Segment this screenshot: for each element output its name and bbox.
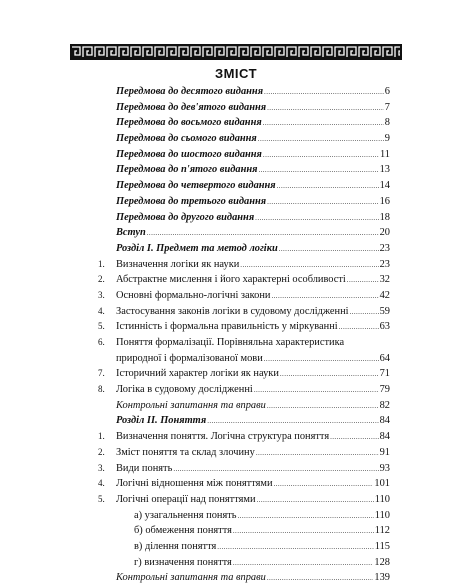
toc-entry-label: в) ділення поняття [134,540,217,552]
toc-entry-label: Контрольні запитання та вправи [116,399,266,411]
toc-entry-number: 3. [98,462,105,473]
toc-leader-dots [240,258,378,274]
toc-entry-page: 7 [384,101,390,113]
toc-entry-page: 110 [374,509,390,521]
toc-leader-dots [347,273,379,289]
toc-entry-label: б) обмеження поняття [134,525,232,537]
toc-entry[interactable] [98,398,390,414]
toc-entry-number: 7. [98,368,105,379]
toc-leader-dots [263,116,384,132]
toc-entry-page: 82 [379,399,390,411]
toc-entry[interactable] [98,304,390,320]
toc-entry-label: Контрольні запитання та вправи [116,572,266,584]
toc-entry-page: 59 [379,305,390,317]
toc-entry-page: 13 [379,164,390,176]
toc-entry[interactable] [98,413,390,429]
toc-entry[interactable] [98,194,390,210]
toc-entry[interactable] [98,272,390,288]
toc-entry-label: Логічні відношення між поняттями [116,478,273,490]
toc-entry-number: 4. [98,305,105,316]
toc-entry-label: Поняття формалізації. Порівняльна характеристика [116,337,345,348]
toc-leader-dots [267,195,379,211]
toc-entry-number: 6. [98,337,105,347]
toc-entry[interactable] [98,382,390,398]
toc-entry-label: Передмова до четвертого видання [116,180,276,192]
toc-entry-label: г) визначення поняття [134,556,232,568]
toc-entry[interactable] [98,366,390,382]
toc-leader-dots [238,509,374,525]
toc-entry-page: 110 [374,493,390,505]
toc-leader-dots [264,352,379,368]
toc-entry-label: Види понять [116,462,173,474]
toc-entry-number: 5. [98,321,105,332]
toc-entry-page: 101 [374,478,390,490]
toc-entry-page: 32 [379,274,390,286]
toc-entry-page: 23 [379,242,390,254]
toc-entry-page: 71 [379,368,390,380]
toc-entry-page: 20 [379,227,390,239]
toc-entry[interactable] [98,225,390,241]
toc-entry-label: природної і формалізованої мови [116,352,263,364]
toc-entry[interactable] [98,131,390,147]
toc-entry-label: а) узагальнення понять [134,509,237,521]
toc-leader-dots [267,101,384,117]
toc-entry-label: Передмова до дев'ятого видання [116,101,267,113]
toc-leader-dots [233,524,374,540]
toc-entry-label: Розділ І. Предмет та метод логіки [116,242,278,254]
toc-entry-number: 4. [98,478,105,489]
toc-leader-dots [272,289,379,305]
toc-entry-label: Істинність і формальна правильність у міркуванні [116,321,338,333]
toc-entry-label: Розділ ІІ. Поняття [116,415,207,427]
toc-leader-dots [274,477,374,493]
toc-entry-page: 112 [374,525,390,537]
toc-entry[interactable] [98,288,390,304]
toc-entry-label: Вступ [116,227,146,239]
toc-entry[interactable] [98,570,390,586]
toc-leader-dots [254,383,379,399]
toc-entry[interactable] [98,241,390,257]
toc-entry-page: 8 [384,117,390,129]
toc-entry-label: Передмова до сьомого видання [116,133,257,145]
toc-entry-page: 63 [379,321,390,333]
toc-leader-dots [257,493,374,509]
toc-leader-dots [263,148,379,164]
toc-leader-dots [217,540,374,556]
toc-entry[interactable] [98,492,390,508]
toc-entry-label: Логіка в судовому дослідженні [116,384,253,396]
toc-entry-label: Історичний характер логіки як науки [116,368,279,380]
toc-entry-number: 3. [98,289,105,300]
toc-leader-dots [256,446,379,462]
toc-entry[interactable] [98,319,390,335]
toc-entry-page: 115 [374,540,390,552]
toc-leader-dots [264,85,384,101]
toc-leader-dots [147,226,379,242]
toc-entry[interactable] [98,351,390,367]
toc-entry-page: 91 [379,446,390,458]
toc-entry-label: Передмова до другого видання [116,211,255,223]
toc-entry-page: 11 [379,148,390,160]
toc-leader-dots [330,430,379,446]
toc-leader-dots [267,571,374,587]
toc-leader-dots [277,179,379,195]
toc-entry[interactable] [98,178,390,194]
toc-entry[interactable] [98,476,390,492]
toc-entry-label: Основні формально-логічні закони [116,289,271,301]
toc-entry-label: Визначення поняття. Логічна структура поняття [116,431,330,443]
toc-entry-number: 1. [98,258,105,269]
toc-entry-page: 6 [384,86,390,97]
toc-entry-number: 8. [98,384,105,395]
toc-leader-dots [255,211,378,227]
toc-leader-dots [207,414,378,430]
toc-entry[interactable] [98,147,390,163]
toc-leader-dots [350,305,379,321]
toc-entry-page: 14 [379,180,390,192]
toc-entry-label: Логічні операції над поняттями [116,493,256,505]
toc-entry[interactable] [98,461,390,477]
toc-entry[interactable] [98,100,390,116]
toc-leader-dots [279,242,379,258]
toc-leader-dots [258,132,384,148]
toc-entry-page: 84 [379,431,390,443]
toc-entry[interactable] [98,162,390,178]
toc-leader-dots [280,367,379,383]
toc-entry-page: 9 [384,133,390,145]
toc-entry-number: 2. [98,274,105,285]
toc-entry-label: Абстрактне мислення і його характерні особливості [116,274,346,286]
toc-entry-page: 64 [379,352,390,364]
toc-entry[interactable] [98,523,390,539]
toc-leader-dots [233,556,374,572]
toc-entry-label: Застосування законів логіки в судовому дослідженні [116,305,349,317]
toc-entry[interactable] [98,257,390,273]
toc-entry-page: 79 [379,384,390,396]
toc-leader-dots [267,399,379,415]
toc-entry-page: 18 [379,211,390,223]
toc-entry[interactable] [98,539,390,555]
toc-entry-label: Передмова до восьмого видання [116,117,262,129]
toc-entry-label: Передмова до десятого видання [116,86,264,97]
toc-entry-page: 128 [374,556,390,568]
table-of-contents [98,84,390,586]
toc-leader-dots [339,320,379,336]
toc-entry[interactable] [98,210,390,226]
toc-leader-dots [258,163,378,179]
toc-entry-label: Зміст поняття та склад злочину [116,446,255,458]
toc-entry-number: 2. [98,446,105,457]
toc-entry[interactable] [98,115,390,131]
greek-key-pattern-icon [70,44,402,60]
toc-entry-label: Передмова до шостого видання [116,148,262,160]
greek-key-border [70,44,402,60]
toc-entry-page: 16 [379,195,390,207]
toc-entry[interactable] [98,335,390,351]
toc-entry-page: 84 [379,415,390,427]
page-title: ЗМІСТ [214,66,258,81]
toc-entry-page: 139 [374,572,390,584]
toc-entry-page: 23 [379,258,390,270]
toc-entry[interactable] [98,429,390,445]
toc-entry-number: 1. [98,431,105,442]
toc-entry-page: 93 [379,462,390,474]
toc-entry[interactable] [98,84,390,100]
toc-entry-label: Визначення логіки як науки [116,258,240,270]
toc-entry-label: Передмова до третього видання [116,195,267,207]
toc-entry[interactable] [98,508,390,524]
toc-entry-page: 42 [379,289,390,301]
toc-entry[interactable] [98,555,390,571]
toc-entry-number: 5. [98,493,105,504]
toc-entry[interactable] [98,445,390,461]
toc-leader-dots [173,462,378,478]
toc-entry-label: Передмова до п'ятого видання [116,164,258,176]
